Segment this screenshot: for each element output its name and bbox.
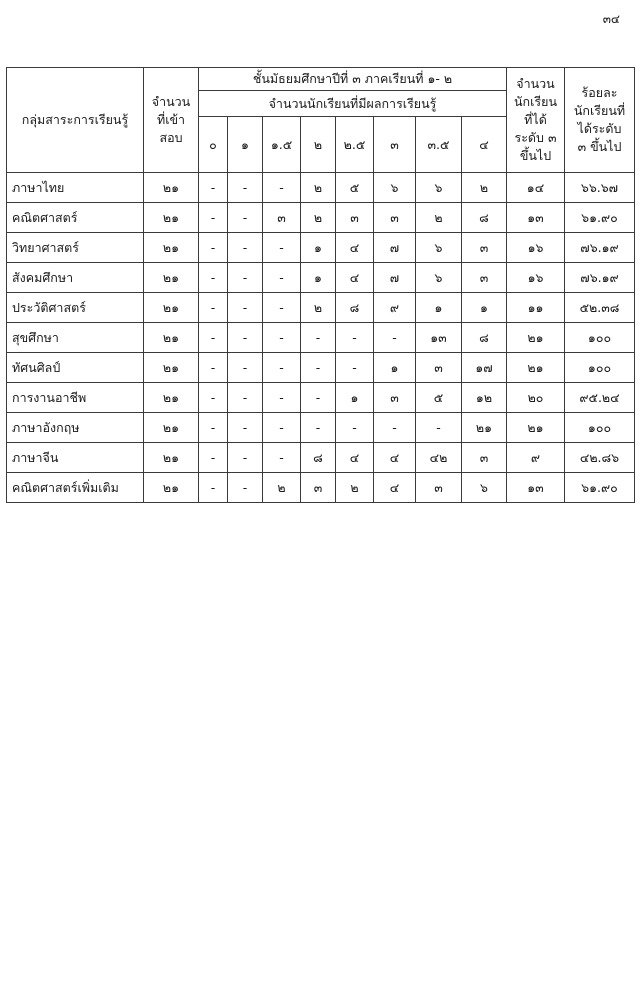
subject-cell: วิทยาศาสตร์	[7, 233, 144, 263]
grade-header: ๑	[228, 117, 263, 173]
grade-count-cell: ๒๑	[462, 413, 507, 443]
level3-count-cell: ๙	[507, 443, 565, 473]
grade-count-cell: -	[199, 473, 228, 503]
grade-count-cell: ๑	[416, 293, 462, 323]
exam-count-cell: ๒๑	[144, 173, 199, 203]
exam-count-cell: ๒๑	[144, 323, 199, 353]
subject-cell: ทัศนศิลป์	[7, 353, 144, 383]
grade-count-cell: -	[263, 413, 301, 443]
grade-count-cell: -	[263, 353, 301, 383]
grade-count-cell: -	[263, 323, 301, 353]
table-row	[7, 473, 635, 503]
level3-percent-cell: ๖๑.๙๐	[565, 203, 635, 233]
table-row	[7, 443, 635, 473]
grade-count-cell: -	[228, 173, 263, 203]
level3-count-header: จำนวน นักเรียน ที่ได้ ระดับ ๓ ขึ้นไป	[507, 68, 565, 173]
grade-header: ๓	[374, 117, 416, 173]
grade-count-cell: -	[301, 323, 336, 353]
grade-count-cell: -	[263, 173, 301, 203]
grade-count-cell: ๑	[336, 383, 374, 413]
grade-results-table	[6, 67, 635, 503]
grade-header: ๒.๕	[336, 117, 374, 173]
page-number: ๓๔	[602, 12, 620, 26]
level3-count-cell: ๑๖	[507, 263, 565, 293]
level3-count-cell: ๒๑	[507, 323, 565, 353]
grade-count-cell: -	[336, 353, 374, 383]
grade-count-cell: ๓	[462, 263, 507, 293]
exam-count-cell: ๒๑	[144, 203, 199, 233]
grade-count-cell: ๑	[374, 353, 416, 383]
grade-count-cell: -	[199, 263, 228, 293]
level3-percent-cell: ๕๒.๓๘	[565, 293, 635, 323]
subject-group-header: กลุ่มสาระการเรียนรู้	[7, 68, 144, 173]
grade-count-cell: -	[199, 233, 228, 263]
grade-count-cell: -	[199, 173, 228, 203]
exam-count-cell: ๒๑	[144, 293, 199, 323]
exam-count-cell: ๒๑	[144, 263, 199, 293]
table-row	[7, 173, 635, 203]
grade-count-cell: ๖	[374, 173, 416, 203]
grade-count-cell: ๑	[301, 263, 336, 293]
grade-header: ๔	[462, 117, 507, 173]
table-row	[7, 353, 635, 383]
grade-count-cell: ๒	[336, 473, 374, 503]
level3-percent-cell: ๑๐๐	[565, 353, 635, 383]
level3-percent-cell: ๔๒.๘๖	[565, 443, 635, 473]
grade-count-cell: -	[263, 443, 301, 473]
grade-count-cell: -	[301, 413, 336, 443]
subject-cell: การงานอาชีพ	[7, 383, 144, 413]
level3-percent-cell: ๖๖.๖๗	[565, 173, 635, 203]
level3-percent-cell: ๑๐๐	[565, 413, 635, 443]
level3-count-cell: ๑๑	[507, 293, 565, 323]
grade-count-cell: -	[199, 203, 228, 233]
exam-count-cell: ๒๑	[144, 353, 199, 383]
grade-count-cell: -	[263, 233, 301, 263]
exam-count-cell: ๒๑	[144, 443, 199, 473]
table-row	[7, 383, 635, 413]
grade-count-cell: -	[228, 293, 263, 323]
level3-count-cell: ๑๓	[507, 203, 565, 233]
grade-count-cell: ๒	[301, 173, 336, 203]
grade-count-cell: ๓	[416, 353, 462, 383]
grade-count-cell: ๒	[416, 203, 462, 233]
grade-count-cell: ๓	[462, 233, 507, 263]
grade-count-cell: ๓	[374, 383, 416, 413]
grade-count-cell: -	[374, 413, 416, 443]
exam-count-cell: ๒๑	[144, 233, 199, 263]
exam-count-cell: ๒๑	[144, 473, 199, 503]
grade-count-cell: ๒	[263, 473, 301, 503]
grade-count-cell: -	[336, 323, 374, 353]
grade-count-cell: -	[228, 203, 263, 233]
grade-count-cell: -	[228, 323, 263, 353]
grade-count-cell: -	[199, 353, 228, 383]
grade-count-cell: ๘	[462, 323, 507, 353]
grade-count-cell: -	[416, 413, 462, 443]
grade-count-cell: ๒	[301, 293, 336, 323]
table-row	[7, 233, 635, 263]
grade-count-cell: ๓	[336, 203, 374, 233]
grade-count-cell: -	[263, 383, 301, 413]
grade-count-cell: -	[228, 443, 263, 473]
grade-count-cell: -	[228, 233, 263, 263]
grade-header: ๐	[199, 117, 228, 173]
exam-count-cell: ๒๑	[144, 413, 199, 443]
grade-count-cell: ๓	[374, 203, 416, 233]
grade-header: ๒	[301, 117, 336, 173]
grade-count-cell: ๓	[301, 473, 336, 503]
grade-count-cell: ๙	[374, 293, 416, 323]
grade-count-cell: ๖	[416, 263, 462, 293]
grade-count-cell: -	[199, 443, 228, 473]
grade-count-cell: -	[228, 473, 263, 503]
grade-count-cell: ๓	[416, 473, 462, 503]
results-title-header: จำนวนนักเรียนที่มีผลการเรียนรู้	[199, 91, 507, 117]
table-row	[7, 263, 635, 293]
grade-count-cell: ๔	[336, 263, 374, 293]
level3-percent-header: ร้อยละ นักเรียนที่ ได้ระดับ ๓ ขึ้นไป	[565, 68, 635, 173]
grade-count-cell: ๖	[462, 473, 507, 503]
grade-count-cell: -	[199, 323, 228, 353]
subject-cell: สังคมศึกษา	[7, 263, 144, 293]
level3-percent-cell: ๗๖.๑๙	[565, 263, 635, 293]
grade-count-cell: ๖	[416, 233, 462, 263]
level3-percent-cell: ๗๖.๑๙	[565, 233, 635, 263]
exam-count-cell: ๒๑	[144, 383, 199, 413]
grade-count-cell: -	[301, 353, 336, 383]
table-row	[7, 203, 635, 233]
grade-count-cell: ๑๒	[462, 383, 507, 413]
grade-count-cell: ๕	[416, 383, 462, 413]
subject-cell: ประวัติศาสตร์	[7, 293, 144, 323]
grade-count-cell: ๖	[416, 173, 462, 203]
level-title-header: ชั้นมัธยมศึกษาปีที่ ๓ ภาคเรียนที่ ๑- ๒	[199, 68, 507, 91]
grade-count-cell: -	[199, 383, 228, 413]
grade-count-cell: ๘	[301, 443, 336, 473]
grade-count-cell: -	[263, 263, 301, 293]
grade-count-cell: ๒	[301, 203, 336, 233]
subject-cell: สุขศึกษา	[7, 323, 144, 353]
level3-count-cell: ๒๑	[507, 353, 565, 383]
grade-header: ๑.๕	[263, 117, 301, 173]
subject-cell: ภาษาไทย	[7, 173, 144, 203]
level3-count-cell: ๒๐	[507, 383, 565, 413]
grade-count-cell: ๓	[263, 203, 301, 233]
table-body	[7, 173, 635, 503]
grade-count-cell: ๑๓	[416, 323, 462, 353]
level3-count-cell: ๒๑	[507, 413, 565, 443]
level3-percent-cell: ๑๐๐	[565, 323, 635, 353]
grade-count-cell: ๕	[336, 173, 374, 203]
table-row	[7, 323, 635, 353]
grade-count-cell: -	[374, 323, 416, 353]
grade-count-cell: -	[228, 353, 263, 383]
grade-count-cell: ๒	[462, 173, 507, 203]
grade-count-cell: ๔	[336, 233, 374, 263]
grade-count-cell: ๔	[374, 443, 416, 473]
subject-cell: คณิตศาสตร์	[7, 203, 144, 233]
grade-count-cell: ๑	[462, 293, 507, 323]
grade-count-cell: ๑๗	[462, 353, 507, 383]
level3-count-cell: ๑๖	[507, 233, 565, 263]
grade-count-cell: -	[228, 413, 263, 443]
grade-count-cell: -	[199, 293, 228, 323]
exam-count-header: จำนวน ที่เข้า สอบ	[144, 68, 199, 173]
subject-cell: ภาษาอังกฤษ	[7, 413, 144, 443]
level3-count-cell: ๑๓	[507, 473, 565, 503]
grade-count-cell: -	[336, 413, 374, 443]
grade-count-cell: ๗	[374, 233, 416, 263]
grade-count-cell: ๑	[301, 233, 336, 263]
level3-percent-cell: ๖๑.๙๐	[565, 473, 635, 503]
subject-cell: ภาษาจีน	[7, 443, 144, 473]
subject-cell: คณิตศาสตร์เพิ่มเติม	[7, 473, 144, 503]
table-row	[7, 293, 635, 323]
grade-count-cell: -	[228, 383, 263, 413]
grade-count-cell: ๘	[462, 203, 507, 233]
table-row	[7, 413, 635, 443]
grade-count-cell: -	[199, 413, 228, 443]
grade-count-cell: ๔	[336, 443, 374, 473]
grade-count-cell: -	[301, 383, 336, 413]
grade-count-cell: -	[228, 263, 263, 293]
grade-count-cell: ๘	[336, 293, 374, 323]
grade-header: ๓.๕	[416, 117, 462, 173]
grade-count-cell: ๔	[374, 473, 416, 503]
grade-count-cell: ๓	[462, 443, 507, 473]
grade-count-cell: ๔๒	[416, 443, 462, 473]
grade-count-cell: ๗	[374, 263, 416, 293]
grade-count-cell: -	[263, 293, 301, 323]
level3-count-cell: ๑๔	[507, 173, 565, 203]
level3-percent-cell: ๙๕.๒๔	[565, 383, 635, 413]
